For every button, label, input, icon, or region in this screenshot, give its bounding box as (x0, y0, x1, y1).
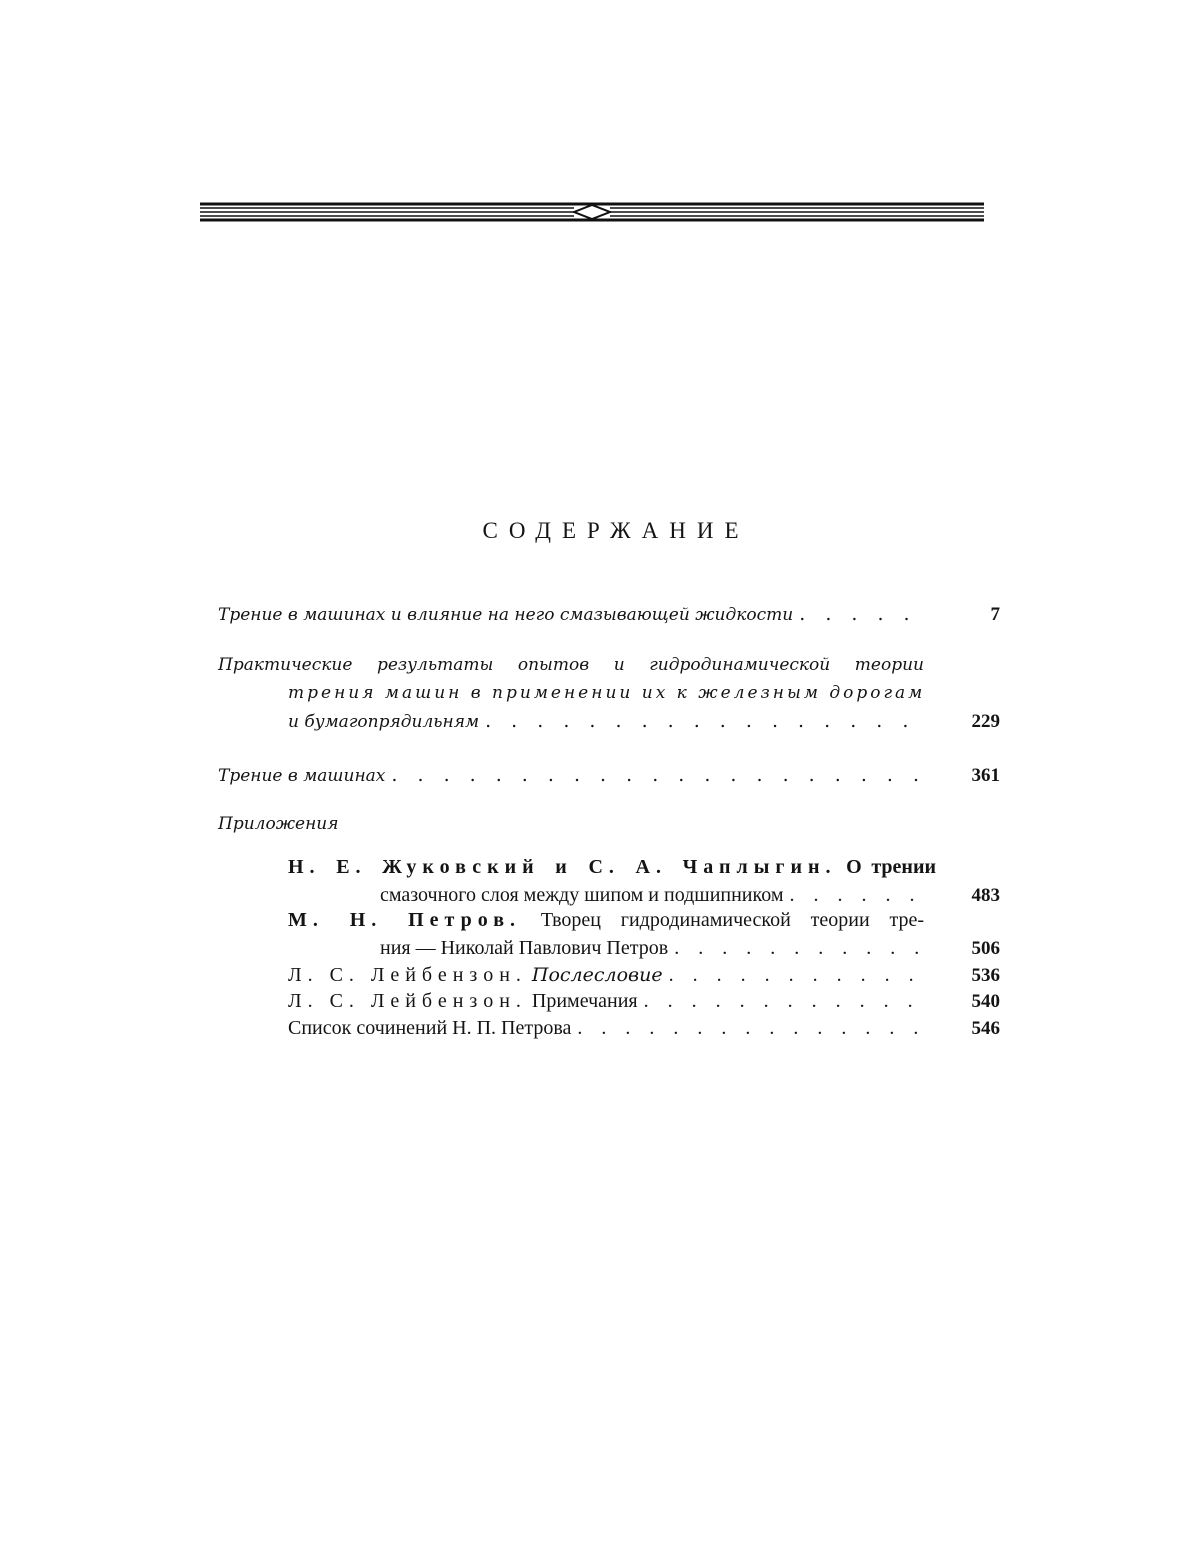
page-number: 546 (971, 1018, 1000, 1039)
appendix-author: Л. С. Лейбензон. (288, 990, 527, 1012)
appendix-entry (288, 962, 663, 988)
appendix-item-1-line-1 (288, 856, 936, 879)
appendix-item-3 (288, 962, 1000, 989)
appendix-author: Л. С. Лейбензон. (288, 964, 527, 986)
appendix-item-2-line-2 (380, 935, 1000, 962)
toc-entry-title: Трение в машинах (218, 766, 386, 786)
appendix-author: Н. Е. Жуковский и С. А. Чаплыгин. (288, 856, 837, 878)
dot-leader (663, 962, 928, 988)
appendix-label: Приложения (218, 814, 339, 834)
toc-heading: СОДЕРЖАНИЕ (482, 518, 750, 543)
toc-entry-3 (218, 762, 1000, 789)
dot-leader (668, 935, 928, 961)
dot-leader (385, 762, 928, 788)
appendix-entry (288, 988, 638, 1014)
appendix-title: Послесловие (531, 964, 663, 986)
appendix-item-2-line-1 (288, 909, 924, 932)
toc-entry-2-line-2: трения машин в применении их к железным дорогам (288, 683, 926, 703)
toc-entry-title: и бумагопрядильням (288, 712, 480, 732)
appendix-title: Примечания (531, 990, 638, 1012)
appendix-item-1-line-2 (380, 882, 1000, 909)
page-number: 506 (971, 938, 1000, 959)
page-number: 7 (990, 604, 1000, 625)
appendix-item-5 (288, 1015, 1000, 1042)
ornamental-rule (200, 198, 984, 228)
page-number: 540 (971, 991, 1000, 1012)
dot-leader (479, 708, 928, 734)
page-number: 361 (971, 765, 1000, 786)
appendix-title: смазочного слоя между шипом и подшипником (380, 884, 784, 906)
toc-entry-title: Трение в машинах и влияние на него смазывающей жидкости (218, 605, 794, 625)
page-number: 483 (971, 885, 1000, 906)
appendix-title: Список сочинений Н. П. Петрова (288, 1017, 572, 1039)
page-number: 536 (971, 965, 1000, 986)
appendix-title: О трении (846, 856, 937, 878)
appendix-title: ния — Николай Павлович Петров (380, 937, 669, 959)
toc-entry-1 (218, 601, 1000, 628)
appendix-author: М. Н. Петров. (288, 909, 522, 931)
dot-leader (571, 1015, 928, 1041)
dot-leader (638, 988, 928, 1014)
dot-leader (784, 882, 929, 908)
toc-entry-2-line-3 (288, 708, 1000, 735)
appendix-title: Творец гидродинамической теории тре- (540, 909, 924, 931)
toc-entry-2-line-1: Практические результаты опытов и гидродинамической теории (218, 655, 924, 675)
appendix-item-4 (288, 988, 1000, 1015)
page-number: 229 (971, 711, 1000, 732)
dot-leader (793, 601, 928, 627)
